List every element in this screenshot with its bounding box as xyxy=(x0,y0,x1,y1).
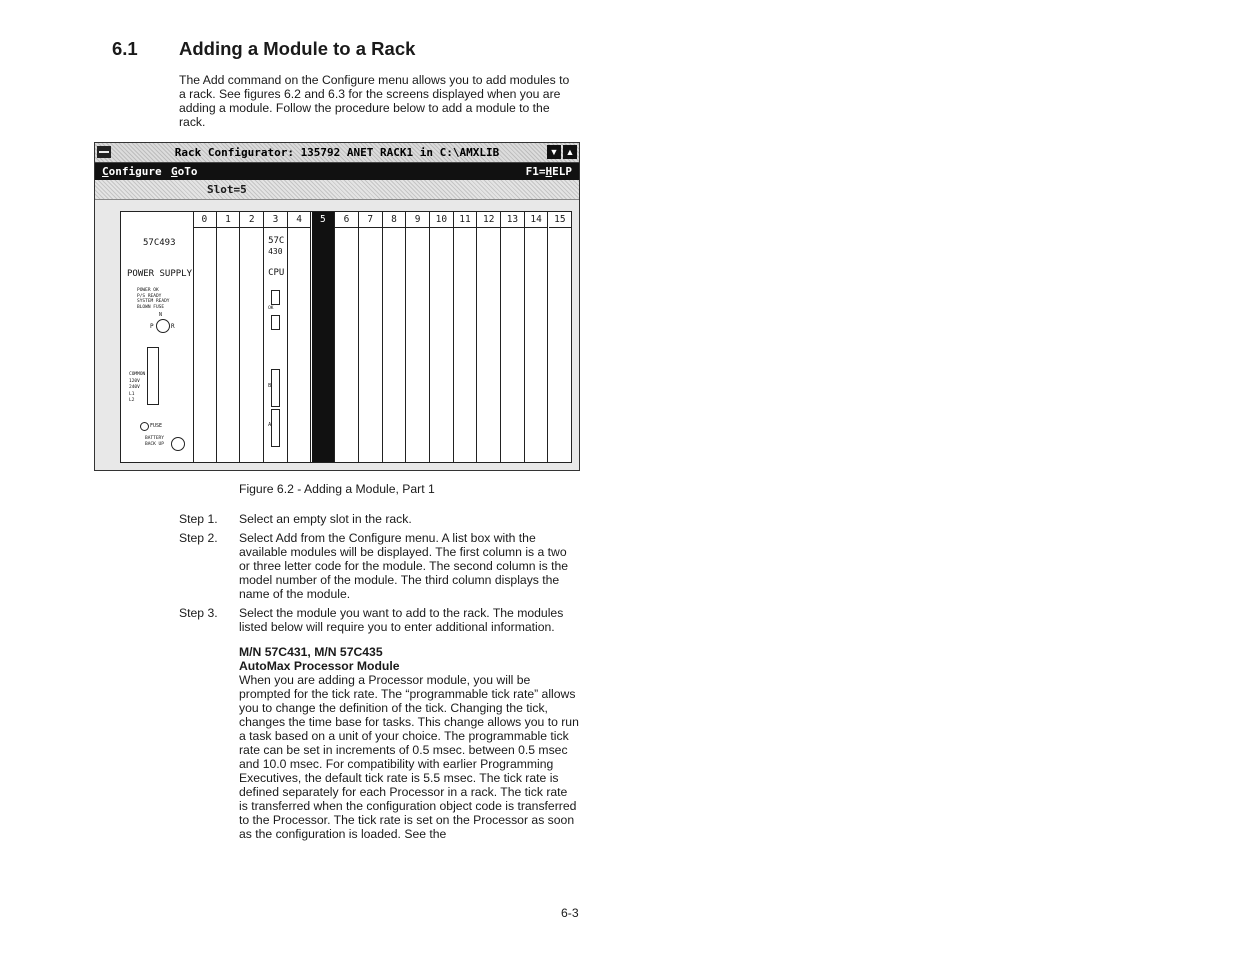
ps-terminal-label: COMMON xyxy=(129,372,146,377)
rack-slot-11[interactable] xyxy=(454,212,478,462)
slot-number: 4 xyxy=(288,212,311,228)
terminal-block-icon xyxy=(147,347,159,405)
page-number: 6-3 xyxy=(561,906,579,920)
slot-number: 0 xyxy=(193,212,216,228)
rack-configurator-screenshot xyxy=(94,142,580,471)
rack-slot-0[interactable] xyxy=(193,212,217,462)
step-2 xyxy=(179,531,579,601)
module-heading-1: M/N 57C431, M/N 57C435 xyxy=(239,645,383,659)
cpu-model-line2: 430 xyxy=(268,247,283,256)
cpu-connector-b-icon xyxy=(271,369,280,407)
step-text: Select an empty slot in the rack. xyxy=(239,512,412,526)
menu-bar xyxy=(95,163,579,180)
rack-slot-5[interactable] xyxy=(312,212,336,462)
cpu-connector-a-icon xyxy=(271,409,280,447)
ps-led-label: SYSTEM READY xyxy=(137,299,170,304)
cpu-model-line1: 57C xyxy=(268,236,285,246)
rack-slot-2[interactable] xyxy=(240,212,264,462)
rack-slot-8[interactable] xyxy=(383,212,407,462)
slot-number: 12 xyxy=(477,212,500,228)
power-supply-module[interactable]: 57C493 POWER SUPPLY POWER OK P/S READY SYSTEM READY BLOWN FUSE N P R COMMON 120V 240V L1 L2 FUSE BATTERY BACK UP xyxy=(121,212,194,462)
slot-number: 6 xyxy=(335,212,358,228)
step-text: Select Add from the Configure menu. A list box with the available modules will be displayed. The first column is a two or three letter code for the module. The second column is the model number of the module. The third column displays the name of the module. xyxy=(239,531,569,601)
slot-number: 3 xyxy=(264,212,287,228)
step-label: Step 1. xyxy=(179,512,218,526)
fuse-icon xyxy=(140,422,149,431)
slot-number: 10 xyxy=(430,212,453,228)
rack-slot-6[interactable] xyxy=(335,212,359,462)
rack-slot-10[interactable] xyxy=(430,212,454,462)
cpu-name: CPU xyxy=(268,268,285,278)
slot-number: 13 xyxy=(501,212,524,228)
slot-number: 7 xyxy=(359,212,382,228)
procedure-steps xyxy=(179,512,579,841)
figure-caption: Figure 6.2 - Adding a Module, Part 1 xyxy=(239,482,435,496)
rack-slot-7[interactable] xyxy=(359,212,383,462)
maximize-icon[interactable]: ▲ xyxy=(563,145,577,159)
cpu-port-b-label: B xyxy=(268,383,272,389)
section-title: Adding a Module to a Rack xyxy=(179,38,416,59)
ps-terminal-label: L2 xyxy=(129,398,135,403)
slot-number: 1 xyxy=(217,212,240,228)
ps-terminal-label: L1 xyxy=(129,391,135,397)
module-heading-2: AutoMax Processor Module xyxy=(239,659,400,673)
cpu-ok-label: OK xyxy=(268,306,274,311)
slot-status-bar xyxy=(95,180,579,200)
ps-switch-icon xyxy=(156,319,170,333)
slot-number: 8 xyxy=(383,212,406,228)
battery-icon xyxy=(171,437,185,451)
ps-terminal-label: 120V xyxy=(129,378,140,384)
rack-slot-13[interactable] xyxy=(501,212,525,462)
step-3 xyxy=(179,606,579,634)
rack-slot-3-cpu[interactable] xyxy=(264,212,288,462)
window-titlebar xyxy=(95,143,579,163)
cpu-port-icon xyxy=(271,315,280,330)
slot-number: 2 xyxy=(240,212,263,228)
minimize-icon[interactable]: ▼ xyxy=(547,145,561,159)
slot-number: 15 xyxy=(549,212,572,228)
cpu-port-icon xyxy=(271,290,280,305)
ps-model: 57C493 xyxy=(143,238,176,248)
step-label: Step 2. xyxy=(179,531,218,545)
menu-help[interactable]: F1=HELP xyxy=(525,165,572,178)
window-title: Rack Configurator: 135792 ANET RACK1 in C:\AMXLIB xyxy=(174,146,500,159)
rack-slot-1[interactable] xyxy=(217,212,241,462)
section-number: 6.1 xyxy=(112,38,138,59)
module-note xyxy=(239,645,579,841)
slot-number: 9 xyxy=(406,212,429,228)
ps-led-label: BLOWN FUSE xyxy=(137,304,165,310)
slot-number: 14 xyxy=(525,212,548,228)
rack-slot-14[interactable] xyxy=(525,212,549,462)
rack-view xyxy=(120,211,572,463)
rack-slot-15[interactable] xyxy=(549,212,573,462)
slot-number: 5 xyxy=(312,212,335,228)
slot-number: 11 xyxy=(454,212,477,228)
rack-slot-12[interactable] xyxy=(477,212,501,462)
rack-slot-4[interactable] xyxy=(288,212,312,462)
ps-led-label: P/S READY xyxy=(137,293,162,299)
intro-paragraph: The Add command on the Configure menu allows you to add modules to a rack. See figures 6.2 and 6.3 for the screens displayed when you are adding a module. Follow the procedure below to add a module to the rack. xyxy=(179,73,570,129)
menu-goto[interactable]: GoTo xyxy=(171,165,198,178)
step-label: Step 3. xyxy=(179,606,218,620)
slot-indicator: Slot=5 xyxy=(207,183,247,196)
step-text: Select the module you want to add to the rack. The modules listed below will require you to enter additional information. xyxy=(239,606,564,634)
ps-led-label: POWER OK xyxy=(137,288,159,293)
cpu-port-a-label: A xyxy=(268,422,272,428)
rack-slot-9[interactable] xyxy=(406,212,430,462)
module-text: When you are adding a Processor module, you will be prompted for the tick rate. The “programmable tick rate” allows you to change the definition of the tick. Changing the tick, changes the time base for tasks. This change allows you to run a task based on a unit of your choice. The programmable tick rate can be set in increments of 0.5 msec. between 0.5 msec and 10.0 msec. For compatibility with earlier Programming Executives, the default tick rate is 5.5 msec. The tick rate is defined separately for each Processor in a rack. The tick rate is transferred when the configuration object code is transferred to the Processor. The tick rate is set on the Processor as soon as the configuration is loaded. See the xyxy=(239,673,579,841)
ps-terminal-label: 240V xyxy=(129,385,140,390)
ps-name: POWER SUPPLY xyxy=(127,269,193,279)
menu-configure[interactable]: Configure xyxy=(102,165,162,178)
step-1 xyxy=(179,512,579,526)
